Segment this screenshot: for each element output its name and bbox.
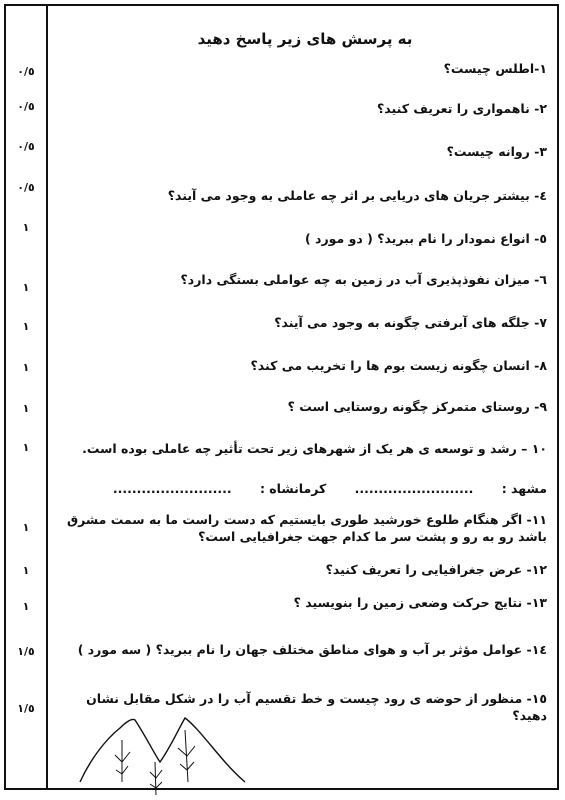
- question-4: ٤- بیشتر جریان های دریایی بر اثر چه عاملی به وجود می آیند؟: [167, 188, 547, 203]
- score-13: ١: [22, 600, 30, 613]
- question-14: ١٤- عوامل مؤثر بر آب و هوای مناطق مختلف جهان را نام ببرید؟ ( سه مورد ): [77, 642, 547, 657]
- question-10: ١٠ – رشد و توسعه ی هر یک از شهرهای زیر تحت تأثیر چه عاملی بوده است.: [82, 441, 547, 456]
- question-5: ٥- انواع نمودار را نام ببرید؟ ( دو مورد ): [304, 231, 547, 246]
- question-7: ٧- جلگه های آبرفتی چگونه به وجود می آیند؟: [274, 315, 547, 330]
- question-9: ٩- روستای متمرکز چگونه روستایی است ؟: [287, 399, 547, 414]
- score-14: ١/٥: [17, 645, 35, 658]
- score-4: ٠/٥: [17, 181, 35, 194]
- question-6: ٦- میزان نفوذپذیری آب در زمین به چه عواملی بستگی دارد؟: [180, 272, 547, 287]
- city-mashhad: مشهد :: [501, 481, 547, 496]
- cities-row: [60, 481, 547, 496]
- question-1: ١-اطلس چیست؟: [443, 61, 547, 76]
- score-column: [4, 4, 48, 790]
- score-11: ١: [22, 521, 30, 534]
- score-15: ١/٥: [17, 702, 35, 715]
- question-12: ١٢- عرض جغرافیایی را تعریف کنید؟: [325, 562, 547, 577]
- question-11: ١١- اگر هنگام طلوع خورشید طوری بایستیم که دست راست ما به سمت مشرق باشد رو به رو و پشت سر ما کدام جهت جغرافیایی است؟: [66, 512, 547, 544]
- city-kermanshah: کرمانشاه :: [259, 481, 327, 496]
- score-5: ١: [22, 221, 30, 234]
- mountain-sketch: [60, 700, 260, 795]
- question-13: ١٣- نتایج حرکت وضعی زمین را بنویسید ؟: [293, 595, 547, 610]
- score-8: ١: [22, 361, 30, 374]
- question-8: ٨- انسان چگونه زیست بوم ها را تخریب می کند؟: [250, 358, 547, 373]
- question-2: ٢- ناهمواری را تعریف کنید؟: [377, 101, 547, 116]
- score-1: ٠/٥: [17, 65, 35, 78]
- score-10: ١: [22, 441, 30, 454]
- question-3: ٣- روانه چیست؟: [446, 144, 547, 159]
- score-2: ٠/٥: [17, 100, 35, 113]
- score-9: ١: [22, 402, 30, 415]
- score-12: ١: [22, 564, 30, 577]
- score-3: ٠/٥: [17, 140, 35, 153]
- city-kermanshah-blank[interactable]: .........................: [112, 481, 232, 496]
- page-title: به پرسش های زیر پاسخ دهید: [197, 30, 413, 48]
- page-frame: [4, 4, 559, 790]
- score-6: ١: [22, 281, 30, 294]
- question-15: ١٥- منظور از حوضه ی رود چیست و خط تقسیم آب را در شکل مقابل نشان دهید؟: [86, 691, 547, 723]
- city-mashhad-blank[interactable]: .........................: [354, 481, 474, 496]
- score-7: ١: [22, 320, 30, 333]
